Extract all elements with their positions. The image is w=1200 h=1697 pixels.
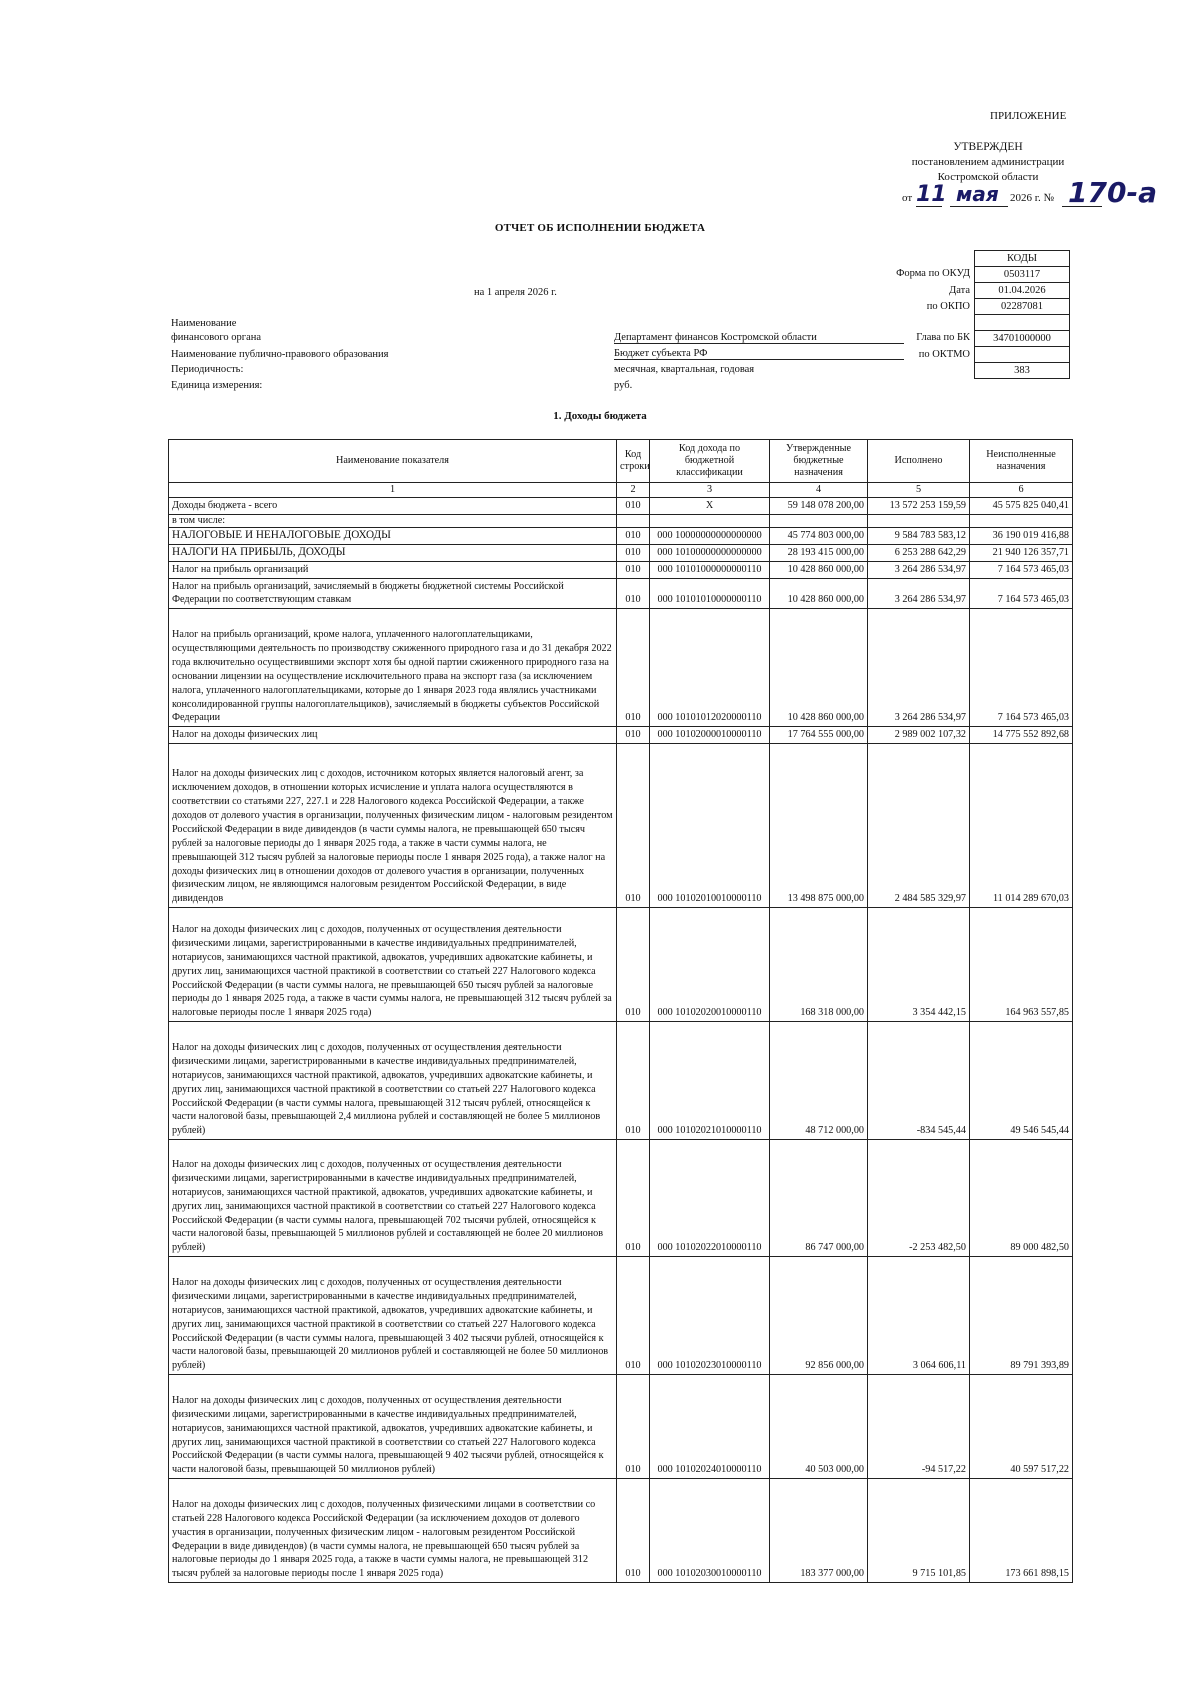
row-name: Налог на доходы физических лиц с доходов, полученных от осуществления деятельности физическими лицами, зарегистрированными в качестве индивидуальных предпринимателей, нотариусов, занимающихся частной практикой, адвокатов, учредивших адвокатские кабинеты, и других лиц, занимающихся частной практикой в соответствии со статьей 227 Налогового кодекса Российской Федерации (в части суммы налога, превышающей 312 тысяч рублей, относящейся к части налоговой базы, превышающей 2,4 миллиона рублей и составляющей не более 5 миллионов рублей) [169,1022,617,1140]
row-name: Доходы бюджета - всего [169,497,617,514]
row-approved: 45 774 803 000,00 [770,527,868,544]
row-line-code: 010 [617,1479,650,1583]
col-index: 2 [617,483,650,498]
row-line-code: 010 [617,1022,650,1140]
decree-number-handwritten: 170-а [1068,176,1157,209]
col-header-unexecuted: Неисполненные назначения [970,440,1073,483]
row-unexecuted: 49 546 545,44 [970,1022,1073,1140]
glava-label: Глава по БК [916,332,970,343]
unit-text: руб. [614,380,633,391]
date-prefix: от [902,192,913,204]
table-row [169,609,1073,727]
row-line-code: 010 [617,1375,650,1479]
row-budget-code: 000 10000000000000000 [650,527,770,544]
period-label: Периодичность: [171,364,244,375]
row-approved: 48 712 000,00 [770,1022,868,1140]
row-approved: 10 428 860 000,00 [770,609,868,727]
row-executed: 2 484 585 329,97 [868,744,970,908]
table-row [169,727,1073,744]
row-line-code: 010 [617,1140,650,1257]
row-line-code: 010 [617,744,650,908]
col-index: 1 [169,483,617,498]
row-budget-code: 000 10102023010000110 [650,1257,770,1375]
report-title: ОТЧЕТ ОБ ИСПОЛНЕНИИ БЮДЖЕТА [494,222,706,234]
codes-box [974,250,1070,379]
row-line-code: 010 [617,727,650,744]
okud-value: 0503117 [975,267,1070,283]
row-budget-code: 000 10101010000000110 [650,578,770,609]
row-name: Налог на доходы физических лиц с доходов, полученных от осуществления деятельности физическими лицами, зарегистрированными в качестве индивидуальных предпринимателей, нотариусов, занимающихся частной практикой, адвокатов, учредивших адвокатские кабинеты, и других лиц, занимающихся частной практикой в соответствии со статьей 227 Налогового кодекса Российской Федерации (в части суммы налога, превышающей 9 402 тысячи рублей, относящейся к части налоговой базы, превышающей 50 миллионов рублей) [169,1375,617,1479]
row-executed: 3 264 286 534,97 [868,609,970,727]
row-approved: 92 856 000,00 [770,1257,868,1375]
row-line-code: 010 [617,578,650,609]
oktmo-value: 34701000000 [975,331,1070,347]
table-row [169,1257,1073,1375]
row-unexecuted: 89 000 482,50 [970,1140,1073,1257]
col-header-line: Код строки [617,440,650,483]
row-budget-code [650,514,770,527]
approved-by-1: постановлением администрации [911,156,1065,168]
row-line-code: 010 [617,497,650,514]
oktmo-label: по ОКТМО [918,349,970,360]
okud-label: Форма по ОКУД [896,268,970,279]
row-approved: 13 498 875 000,00 [770,744,868,908]
period-text: месячная, квартальная, годовая [614,364,755,375]
date-year: 2026 г. № [1010,192,1055,204]
appendix-label: ПРИЛОЖЕНИЕ [990,110,1067,122]
entity-label: Наименование публично-правового образования [171,349,389,360]
row-executed [868,514,970,527]
table-row [169,908,1073,1022]
row-executed: -2 253 482,50 [868,1140,970,1257]
row-approved: 17 764 555 000,00 [770,727,868,744]
row-executed: 6 253 288 642,29 [868,544,970,561]
row-approved: 28 193 415 000,00 [770,544,868,561]
row-name: в том числе: [169,514,617,527]
row-name: Налог на прибыль организаций, кроме налога, уплаченного налогоплательщиками, осуществляющими деятельность по производству сжиженного природного газа и до 31 декабря 2022 года включительно осуществившими экспорт хотя бы одной партии сжиженного природного газа на основании лицензии на осуществление исключительного права на экспорт газа (за исключением налога, уплаченного налогоплательщиками, которые до 1 января 2023 года являлись участниками консолидированной группы налогоплательщиков), зачисляемый в бюджеты субъектов Российской Федерации [169,609,617,727]
row-line-code: 010 [617,544,650,561]
row-budget-code: 000 10102010010000110 [650,744,770,908]
row-unexecuted: 14 775 552 892,68 [970,727,1073,744]
date-day-underline [916,206,942,207]
approved-by-2: Костромской области [937,171,1039,183]
row-approved: 40 503 000,00 [770,1375,868,1479]
row-executed: 13 572 253 159,59 [868,497,970,514]
unit-value: 383 [975,363,1070,379]
okpo-label: по ОКПО [926,301,970,312]
row-name: Налог на доходы физических лиц [169,727,617,744]
date-label: Дата [949,285,970,296]
okpo-value: 02287081 [975,299,1070,315]
row-line-code: 010 [617,561,650,578]
row-approved: 10 428 860 000,00 [770,578,868,609]
row-budget-code: 000 10101000000000110 [650,561,770,578]
row-name: Налог на доходы физических лиц с доходов, полученных физическими лицами в соответствии со статьей 228 Налогового кодекса Российской Федерации (за исключением доходов от долевого участия в организации, полученных физическим лицом - налоговым резидентом Российской Федерации в виде дивидендов) (в части суммы налога, не превышающей 650 тысяч рублей за налоговые периоды до 1 января 2025 года, а также в части суммы налога, не превышающей 312 тысяч рублей за налоговые периоды после 1 января 2025 года) [169,1479,617,1583]
fin-org-label-2: финансового органа [171,332,262,343]
codes-header: КОДЫ [975,251,1070,267]
revenue-table [168,439,1073,1583]
row-name: Налог на доходы физических лиц с доходов, источником которых является налоговый агент, за исключением доходов, в отношении которых исчисление и уплата налога осуществляются в соответствии со статьями 227, 227.1 и 228 Налогового кодекса Российской Федерации, а также доходов от долевого участия в организации, полученных физическим лицом - налоговым резидентом Российской Федерации в виде дивидендов (в части суммы налога, не превышающей 650 тысяч рублей за налоговые периоды до 1 января 2025 года, а также в части суммы налога, не превышающей 312 тысяч рублей за налоговые периоды после 1 января 2025 года), а также налог на доходы физических лиц в отношении доходов от долевого участия в организации, полученных физическим лицом, не являющимся налоговым резидентом Российской Федерации, в виде дивидендов [169,744,617,908]
table-row [169,497,1073,514]
fin-org-label-1: Наименование [171,318,237,329]
row-budget-code: X [650,497,770,514]
table-row [169,744,1073,908]
row-approved: 86 747 000,00 [770,1140,868,1257]
table-row [169,527,1073,544]
table-row [169,1375,1073,1479]
row-unexecuted: 11 014 289 670,03 [970,744,1073,908]
glava-value [975,315,1070,331]
col-header-executed: Исполнено [868,440,970,483]
row-unexecuted: 89 791 393,89 [970,1257,1073,1375]
row-approved: 10 428 860 000,00 [770,561,868,578]
row-executed: -94 517,22 [868,1375,970,1479]
row-unexecuted: 7 164 573 465,03 [970,609,1073,727]
row-line-code [617,514,650,527]
row-name: Налог на прибыль организаций, зачисляемый в бюджеты бюджетной системы Российской Федерации по соответствующим ставкам [169,578,617,609]
date-month-handwritten: мая [956,182,999,206]
row-line-code: 010 [617,908,650,1022]
fin-org-value: Департамент финансов Костромской области [614,332,904,344]
row-budget-code: 000 10102030010000110 [650,1479,770,1583]
row-name: Налог на доходы физических лиц с доходов, полученных от осуществления деятельности физическими лицами, зарегистрированными в качестве индивидуальных предпринимателей, нотариусов, занимающихся частной практикой, адвокатов, учредивших адвокатские кабинеты, и других лиц, занимающихся частной практикой в соответствии со статьей 227 Налогового кодекса Российской Федерации (в части суммы налога, превышающей 3 402 тысячи рублей, относящейся к части налоговой базы, превышающей 20 миллионов рублей и составляющей не более 50 миллионов рублей) [169,1257,617,1375]
row-unexecuted [970,514,1073,527]
row-name: Налог на прибыль организаций [169,561,617,578]
row-budget-code: 000 10101012020000110 [650,609,770,727]
row-line-code: 010 [617,1257,650,1375]
row-unexecuted: 45 575 825 040,41 [970,497,1073,514]
table-row [169,561,1073,578]
table-row [169,1479,1073,1583]
col-header-approved: Утвержденные бюджетные назначения [770,440,868,483]
row-line-code: 010 [617,527,650,544]
row-unexecuted: 40 597 517,22 [970,1375,1073,1479]
date-day-handwritten: 11 [916,182,947,207]
row-budget-code: 000 10102024010000110 [650,1375,770,1479]
row-name: НАЛОГИ НА ПРИБЫЛЬ, ДОХОДЫ [169,544,617,561]
row-approved: 168 318 000,00 [770,908,868,1022]
approval-block [898,140,1078,185]
row-line-code: 010 [617,609,650,727]
col-index: 5 [868,483,970,498]
row-name: НАЛОГОВЫЕ И НЕНАЛОГОВЫЕ ДОХОДЫ [169,527,617,544]
row-unexecuted: 36 190 019 416,88 [970,527,1073,544]
col-index: 4 [770,483,868,498]
row-budget-code: 000 10102021010000110 [650,1022,770,1140]
row-executed: 3 354 442,15 [868,908,970,1022]
row-executed: -834 545,44 [868,1022,970,1140]
row-executed: 9 715 101,85 [868,1479,970,1583]
column-index-row [169,483,1073,498]
col-index: 3 [650,483,770,498]
row-unexecuted: 7 164 573 465,03 [970,561,1073,578]
row-approved [770,514,868,527]
row-unexecuted: 21 940 126 357,71 [970,544,1073,561]
section-title: 1. Доходы бюджета [553,410,647,422]
col-header-name: Наименование показателя [169,440,617,483]
row-budget-code: 000 10102022010000110 [650,1140,770,1257]
table-row [169,514,1073,527]
row-executed: 9 584 783 583,12 [868,527,970,544]
number-underline [1062,206,1102,207]
approved-label: УТВЕРЖДЕН [953,141,1023,153]
row-executed: 3 264 286 534,97 [868,578,970,609]
date-month-underline [950,206,1008,207]
report-date: на 1 апреля 2026 г. [474,287,557,298]
row-executed: 3 064 606,11 [868,1257,970,1375]
row-approved: 183 377 000,00 [770,1479,868,1583]
row-executed: 3 264 286 534,97 [868,561,970,578]
table-row [169,544,1073,561]
col-index: 6 [970,483,1073,498]
row-budget-code: 000 10102020010000110 [650,908,770,1022]
table-row [169,1140,1073,1257]
entity-value: Бюджет субъекта РФ [614,348,904,360]
table-row [169,1022,1073,1140]
table-row [169,578,1073,609]
row-approved: 59 148 078 200,00 [770,497,868,514]
col-header-code: Код дохода по бюджетной классификации [650,440,770,483]
row-name: Налог на доходы физических лиц с доходов, полученных от осуществления деятельности физическими лицами, зарегистрированными в качестве индивидуальных предпринимателей, нотариусов, занимающихся частной практикой, адвокатов, учредивших адвокатские кабинеты, и других лиц, занимающихся частной практикой в соответствии со статьей 227 Налогового кодекса Российской Федерации (в части суммы налога, превышающей 702 тысячи рублей, относящейся к части налоговой базы, превышающей 5 миллионов рублей и составляющей не более 20 миллионов рублей) [169,1140,617,1257]
row-unexecuted: 173 661 898,15 [970,1479,1073,1583]
unit-label: Единица измерения: [171,380,263,391]
row-name: Налог на доходы физических лиц с доходов, полученных от осуществления деятельности физическими лицами, зарегистрированными в качестве индивидуальных предпринимателей, нотариусов, занимающихся частной практикой, адвокатов, учредивших адвокатские кабинеты, и других лиц, занимающихся частной практикой в соответствии со статьей 227 Налогового кодекса Российской Федерации (в части суммы налога, не превышающей 650 тысяч рублей за налоговые периоды до 1 января 2025 года, а также в части суммы налога, не превышающей 312 тысяч рублей за налоговые периоды после 1 января 2025 года) [169,908,617,1022]
period-value [975,347,1070,363]
row-executed: 2 989 002 107,32 [868,727,970,744]
row-budget-code: 000 10100000000000000 [650,544,770,561]
row-budget-code: 000 10102000010000110 [650,727,770,744]
row-unexecuted: 7 164 573 465,03 [970,578,1073,609]
date-value: 01.04.2026 [975,283,1070,299]
row-unexecuted: 164 963 557,85 [970,908,1073,1022]
